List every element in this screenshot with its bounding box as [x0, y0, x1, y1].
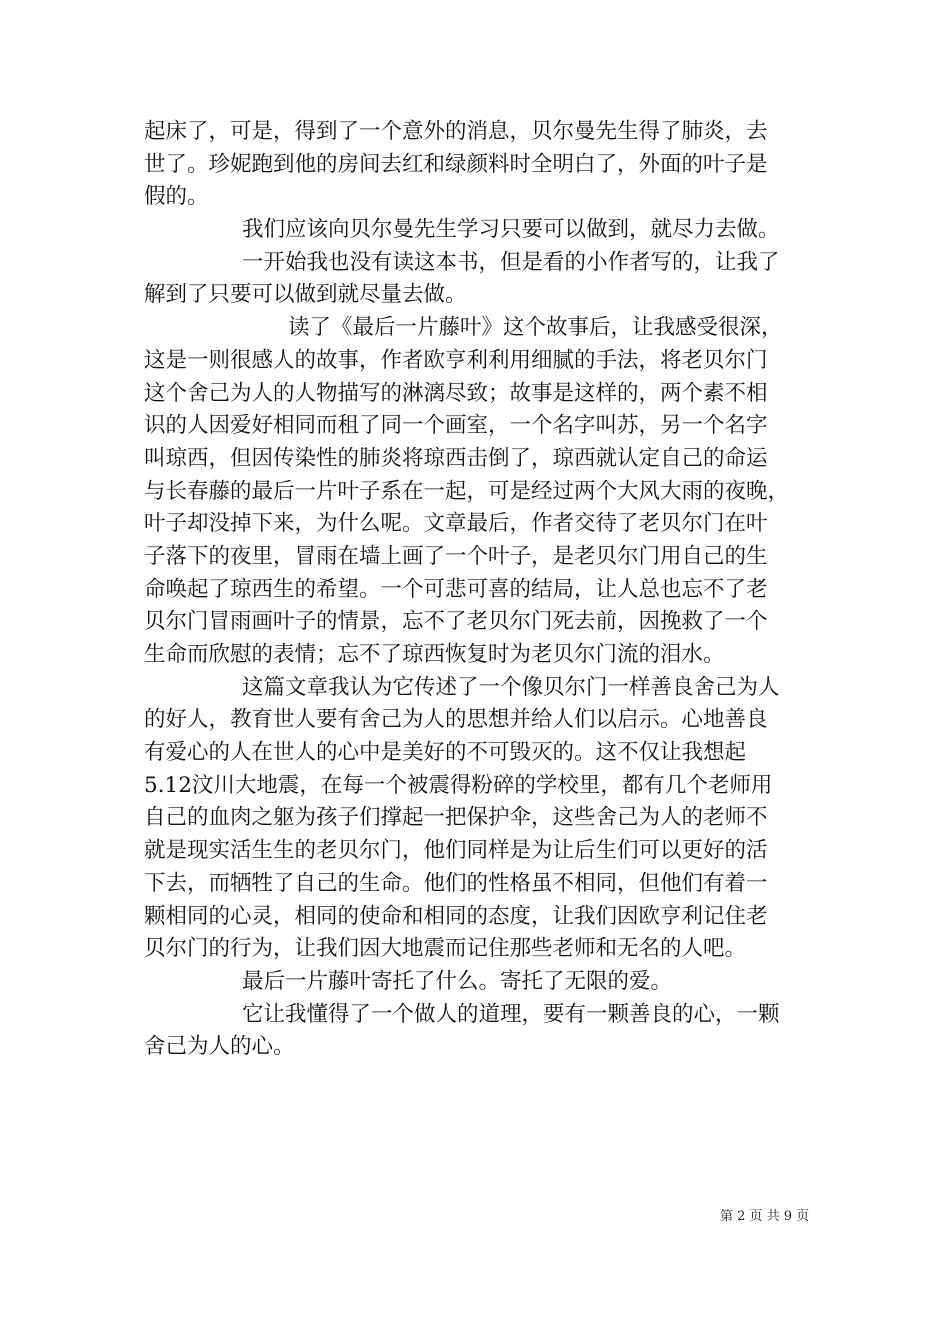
text-line: 识的人因爱好相同而租了同一个画室，一个名字叫苏，另一个名字	[144, 413, 768, 439]
text-line: 生命而欣慰的表情；忘不了琼西恢复时为老贝尔门流的泪水。	[144, 642, 725, 667]
text-line: 下去，而牺牲了自己的生命。他们的性格虽不相同，但他们有着一	[144, 870, 768, 896]
paragraph-line: 它让我懂得了一个做人的道理，要有一颗善良的心，一颗	[242, 1001, 780, 1027]
paragraph-line: 我们应该向贝尔曼先生学习只要可以做到，就尽力去做。	[242, 217, 780, 243]
text-line: 这是一则很感人的故事，作者欧亨利利用细腻的手法，将老贝尔门	[144, 347, 768, 373]
text-line: 与长春藤的最后一片叶子系在一起，可是经过两个大风大雨的夜晚，	[144, 478, 790, 504]
paragraph-line: 读了《最后一片藤叶》这个故事后，让我感受很深，	[288, 315, 783, 341]
text-line: 5.12汶川大地震，在每一个被震得粉碎的学校里，都有几个老师用	[144, 772, 773, 798]
text-line: 自己的血肉之躯为孩子们撑起一把保护伞，这些舍己为人的老师不	[144, 805, 768, 831]
text-line: 有爱心的人在世人的心中是美好的不可毁灭的。这不仅让我想起	[144, 740, 747, 766]
text-line: 就是现实活生生的老贝尔门，他们同样是为让后生们可以更好的活	[144, 838, 768, 864]
text-line: 这个舍己为人的人物描写的淋漓尽致；故事是这样的，两个素不相	[144, 380, 768, 406]
text-line: 子落下的夜里，冒雨在墙上画了一个叶子，是老贝尔门用自己的生	[144, 543, 768, 569]
text-line: 贝尔门的行为，让我们因大地震而记住那些老师和无名的人吧。	[144, 936, 747, 962]
document-body	[144, 116, 814, 1064]
text-line: 的好人，教育世人要有舍己为人的思想并给人们以启示。心地善良	[144, 707, 768, 733]
text-line: 叶子却没掉下来，为什么呢。文章最后，作者交待了老贝尔门在叶	[144, 511, 768, 537]
text-line: 叫琼西，但因传染性的肺炎将琼西击倒了，琼西就认定自己的命运	[144, 445, 768, 471]
text-line: 起床了，可是，得到了一个意外的消息，贝尔曼先生得了肺炎，去	[144, 119, 768, 144]
text-line: 假的。	[144, 184, 209, 210]
paragraph-line: 一开始我也没有读这本书，但是看的小作者写的，让我了	[242, 249, 780, 275]
paragraph-line: 最后一片藤叶寄托了什么。寄托了无限的爱。	[242, 968, 673, 994]
text-line: 颗相同的心灵，相同的使命和相同的态度，让我们因欧亨利记住老	[144, 903, 768, 929]
text-line: 舍己为人的心。	[144, 1034, 295, 1060]
text-line: 解到了只要可以做到就尽量去做。	[144, 282, 467, 308]
text-line: 命唤起了琼西生的希望。一个可悲可喜的结局，让人总也忘不了老	[144, 576, 768, 602]
text-line: 贝尔门冒雨画叶子的情景，忘不了老贝尔门死去前，因挽救了一个	[144, 609, 768, 635]
text-line: 世了。珍妮跑到他的房间去红和绿颜料时全明白了，外面的叶子是	[144, 151, 768, 177]
paragraph-line: 这篇文章我认为它传述了一个像贝尔门一样善良舍己为人	[242, 674, 780, 700]
page-number-footer: 第 2 页 共 9 页	[720, 1209, 810, 1224]
